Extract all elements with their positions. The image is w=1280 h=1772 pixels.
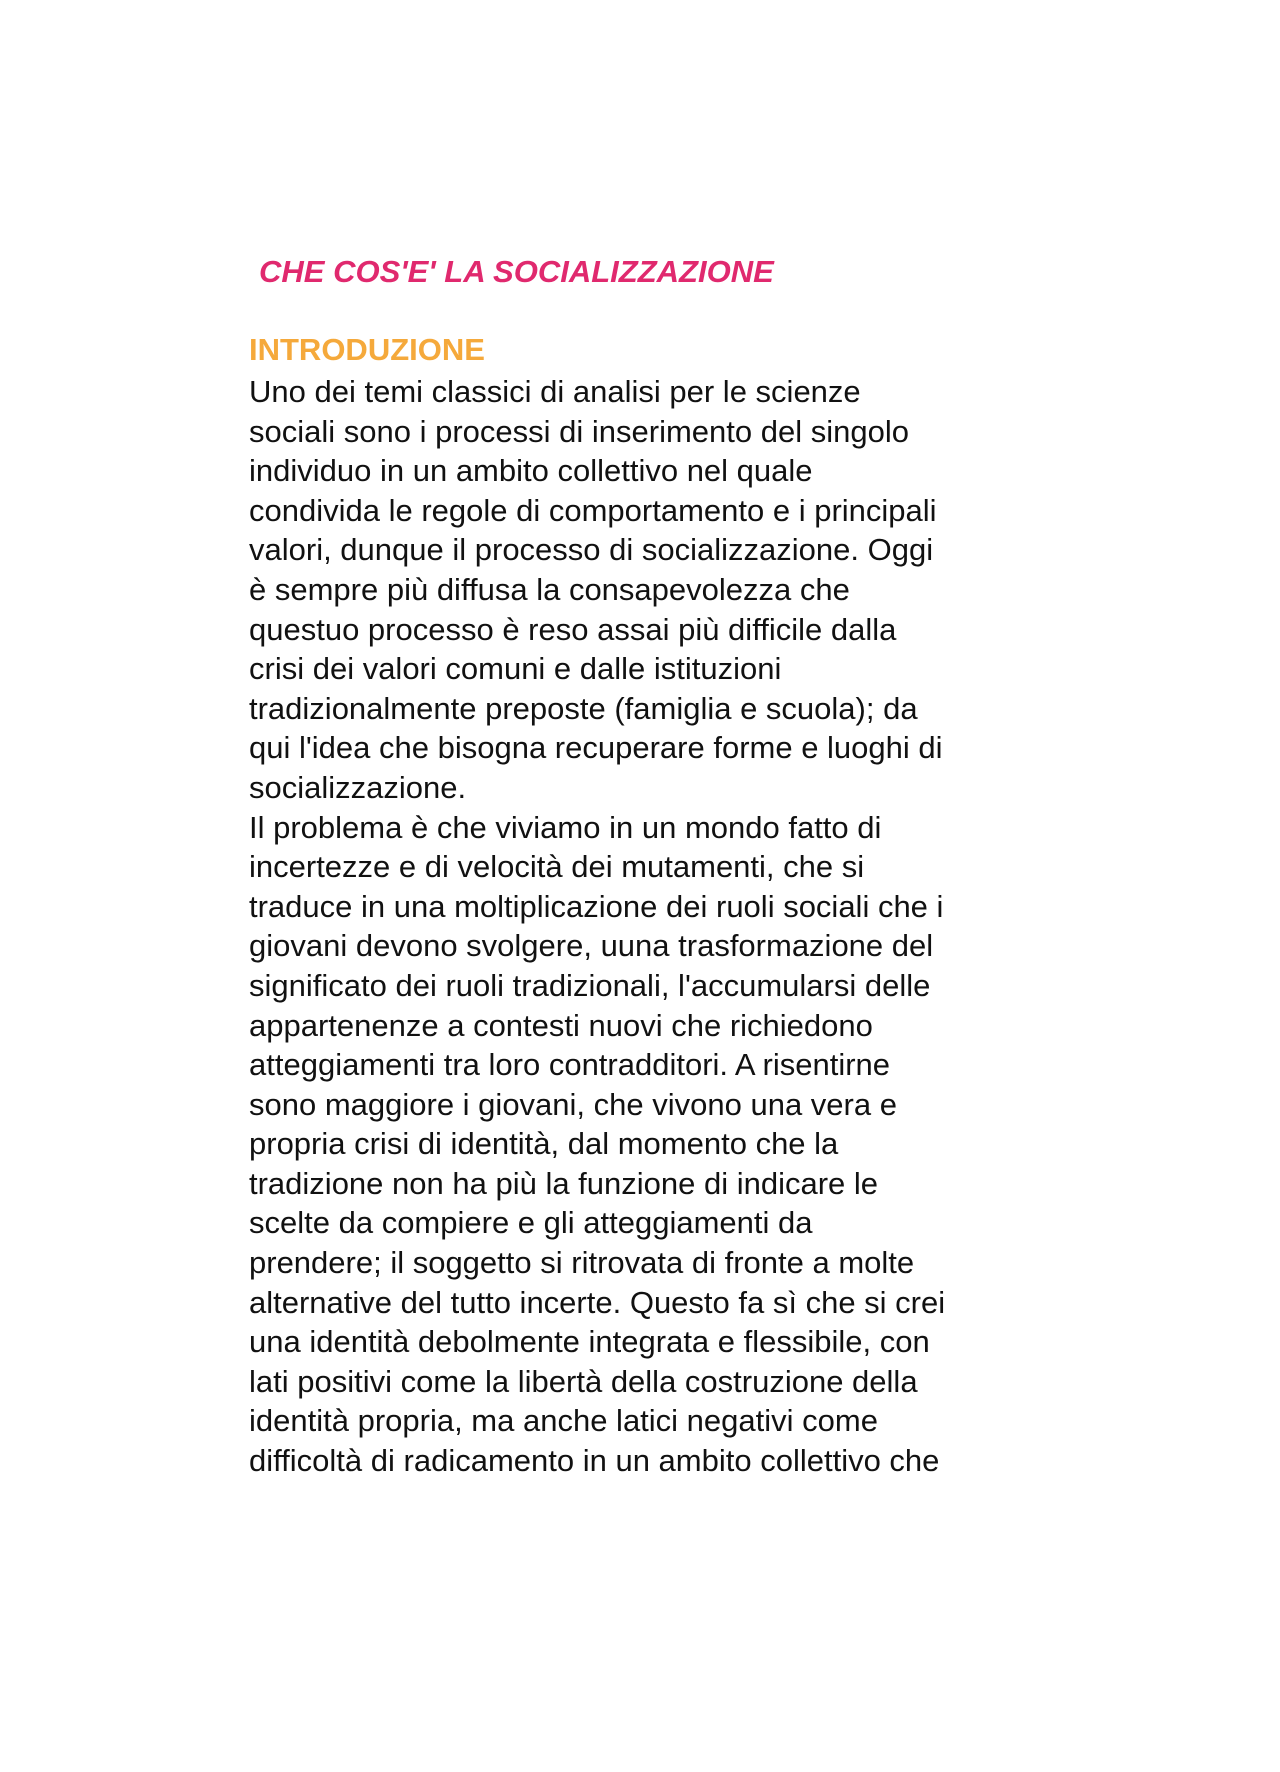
body-line: Il problema è che viviamo in un mondo fatto di [249,809,882,845]
body-line: sociali sono i processi di inserimento del singolo [249,413,909,449]
body-line: propria crisi di identità, dal momento che la [249,1126,839,1162]
body-line: valori, dunque il processo di socializzazione. Oggi [249,532,934,568]
body-line: appartenenze a contesti nuovi che richiedono [249,1007,873,1043]
body-line: prendere; il soggetto si ritrovata di fronte a molte [249,1245,915,1281]
body-line: individuo in un ambito collettivo nel quale [249,453,813,489]
body-line: questuo processo è reso assai più difficile dalla [249,611,897,647]
body-line: condivida le regole di comportamento e i principali [249,492,937,528]
body-line: qui l'idea che bisogna recuperare forme e luoghi di [249,730,943,766]
body-line: atteggiamenti tra loro contradditori. A risentirne [249,1047,891,1083]
body-line: Uno dei temi classici di analisi per le scienze [249,374,861,409]
body-line: significato dei ruoli tradizionali, l'accumularsi delle [249,967,931,1003]
body-line: alternative del tutto incerte. Questo fa sì che si crei [249,1284,946,1320]
body-text [249,372,1049,1481]
body-line: una identità debolmente integrata e flessibile, con [249,1324,930,1360]
document-title: CHE COS'E' LA SOCIALIZZAZIONE [259,254,774,289]
body-line: identità propria, ma anche latici negativi come [249,1403,878,1439]
body-line: tradizionalmente preposte (famiglia e scuola); da [249,690,918,726]
body-line: socializzazione. [249,769,467,805]
body-line: difficoltà di radicamento in un ambito collettivo che [249,1443,940,1479]
body-line: lati positivi come la libertà della costruzione della [249,1363,918,1399]
body-line: sono maggiore i giovani, che vivono una vera e [249,1086,897,1122]
body-line: tradizione non ha più la funzione di indicare le [249,1165,879,1201]
body-line: crisi dei valori comuni e dalle istituzioni [249,651,782,687]
body-line: incertezze e di velocità dei mutamenti, che si [249,849,865,885]
section-heading: INTRODUZIONE [249,332,485,367]
body-line: scelte da compiere e gli atteggiamenti da [249,1205,813,1241]
body-line: è sempre più diffusa la consapevolezza che [249,571,850,607]
body-line: traduce in una moltiplicazione dei ruoli sociali che i [249,888,944,924]
body-line: giovani devono svolgere, uuna trasformazione del [249,928,934,964]
